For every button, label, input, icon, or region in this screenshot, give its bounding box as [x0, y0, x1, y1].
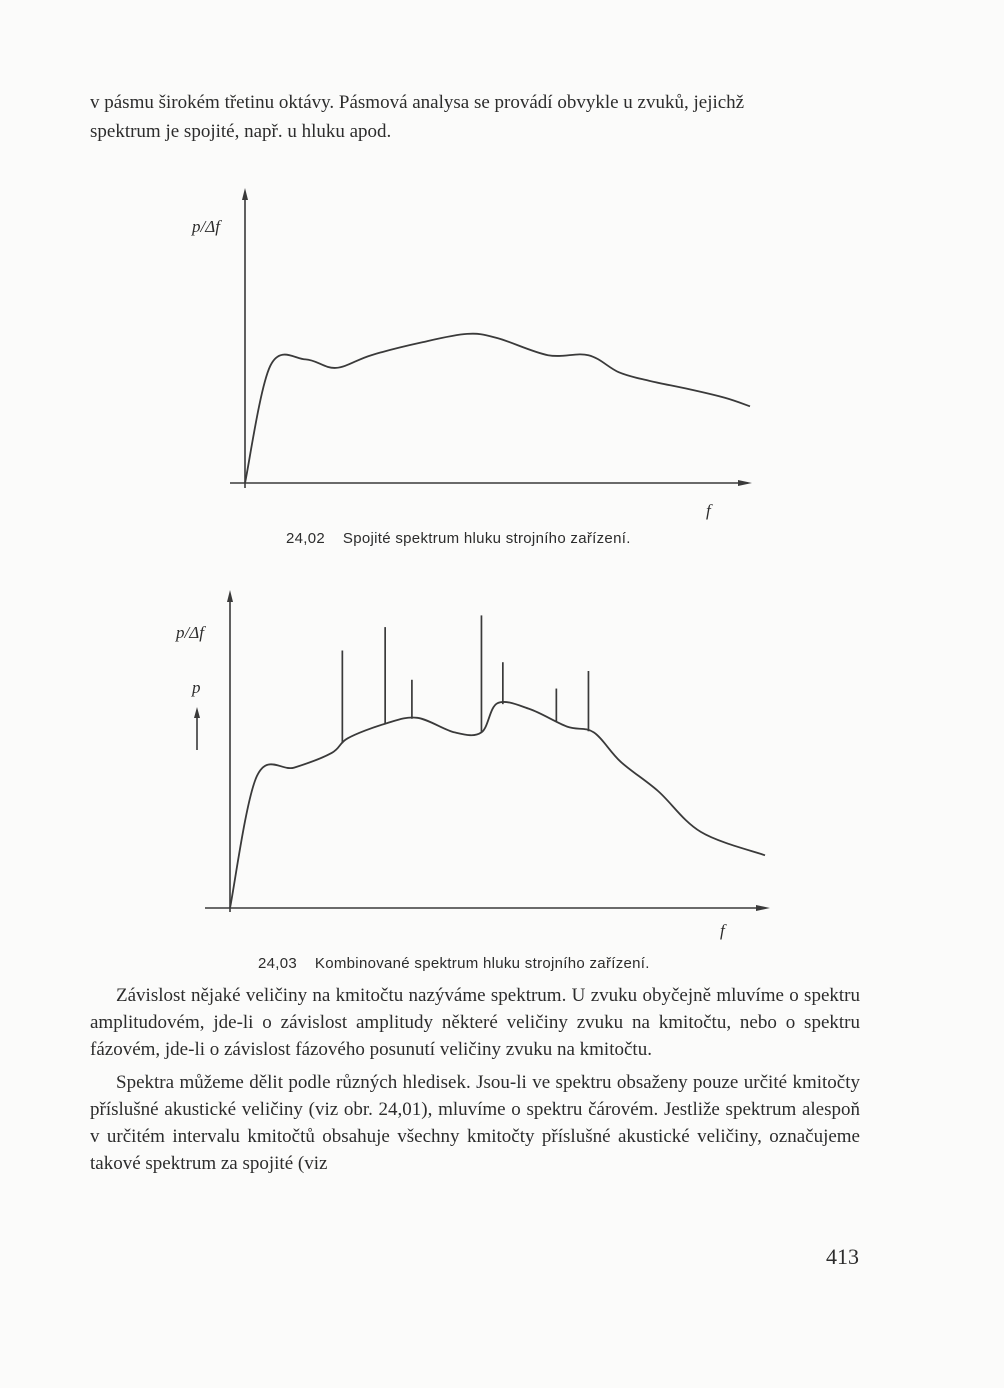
caption-number-1: 24,02 — [286, 530, 326, 547]
intro-line-1: v pásmu širokém třetinu oktávy. Pásmová analysa se provádí obvykle u zvuků, jejichž — [90, 92, 745, 113]
y-axis-label: p/Δf — [192, 217, 220, 236]
x-axis-arrow-2 — [756, 905, 770, 911]
p-arrow-head — [194, 707, 200, 718]
figure-combined-spectrum — [160, 580, 800, 940]
intro-paragraph — [90, 88, 870, 146]
chart-continuous-spectrum — [170, 180, 790, 520]
page-number: 413 — [826, 1244, 859, 1269]
y-axis-arrow — [242, 188, 248, 200]
spectrum-curve-1 — [245, 334, 750, 483]
line-spikes — [342, 615, 588, 743]
y-axis-label-2: p/Δf — [176, 623, 204, 642]
figure-caption-1 — [286, 530, 631, 547]
paragraph-1: Závislost nějaké veličiny na kmitočtu nazýváme spektrum. U zvuku obyčejně mluvíme o spektru amplitudovém, jde-li o závislost amplitudy některé veličiny zvuku na kmitočtu, nebo o spektru fázovém, jde-li o závislost fázového posunutí veličiny zvuku na kmitočtu. — [90, 985, 860, 1060]
caption-text-2: Kombinované spektrum hluku strojního zařízení. — [314, 955, 650, 972]
intro-line-2: spektrum je spojité, např. u hluku apod. — [90, 121, 392, 142]
caption-number-2: 24,03 — [258, 955, 298, 972]
y-axis-label-p: p — [192, 678, 201, 697]
figure-continuous-spectrum — [170, 180, 790, 520]
x-axis-label: f — [706, 501, 711, 520]
chart-combined-spectrum — [160, 580, 800, 940]
y-axis-arrow-2 — [227, 590, 233, 602]
x-axis-arrow — [738, 480, 752, 486]
x-axis-label-2: f — [720, 921, 725, 940]
figure-caption-2 — [258, 955, 650, 972]
paragraph-2: Spektra můžeme dělit podle různých hledisek. Jsou-li ve spektru obsaženy pouze určité kmitočty příslušné akustické veličiny (viz obr. 24,01), mluvíme o spektru čárovém. Jestliže spektrum alespoň v určitém intervalu kmitočtů obsahuje všechny kmitočty příslušné akustické veličiny, označujeme takové spektrum za spojité (viz — [90, 1072, 860, 1174]
body-text — [90, 982, 860, 1183]
spectrum-curve-2 — [230, 702, 765, 908]
caption-text-1: Spojité spektrum hluku strojního zařízení. — [342, 530, 631, 547]
